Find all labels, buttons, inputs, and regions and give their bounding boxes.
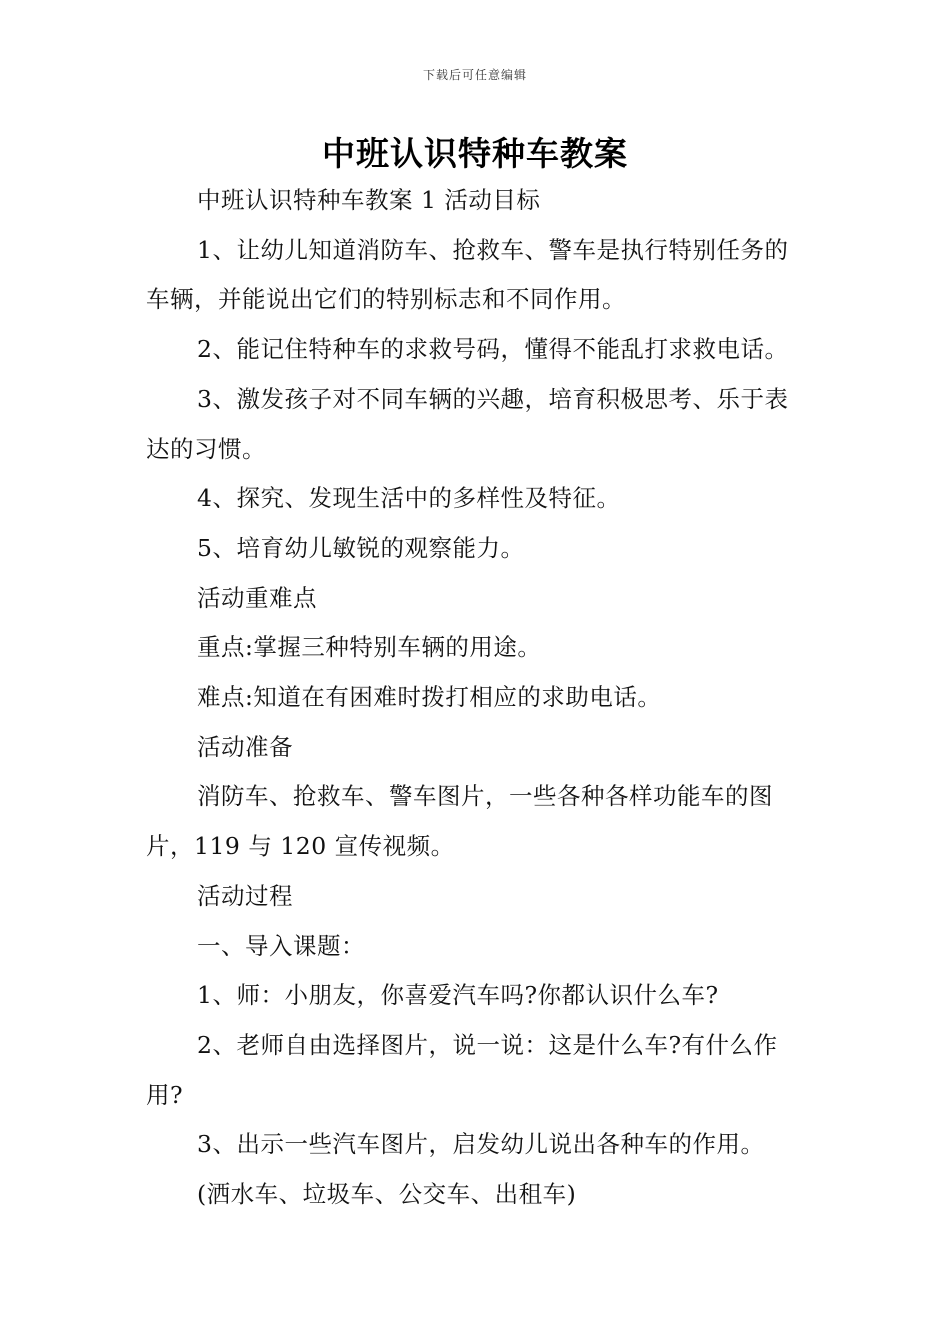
section-heading-process: 活动过程 — [197, 881, 293, 910]
paragraph-goal-3: 3、激发孩子对不同车辆的兴趣，培育积极思考、乐于表达的习惯。 — [146, 384, 789, 463]
paragraph-step-heading: 一、导入课题： — [197, 931, 365, 960]
paragraph-goal-4: 4、探究、发现生活中的多样性及特征。 — [197, 484, 621, 513]
paragraph-preparation: 消防车、抢救车、警车图片，一些各种各样功能车的图片，119 与 120 宣传视频。 — [146, 782, 773, 861]
paragraph-step-1: 1、师：小朋友，你喜爱汽车吗?你都认识什么车? — [197, 981, 719, 1010]
document-body — [146, 176, 810, 1220]
paragraph-goal-1: 1、让幼儿知道消防车、抢救车、警车是执行特别任务的车辆，并能说出它们的特别标志和不同作用。 — [146, 235, 789, 314]
section-heading-preparation: 活动准备 — [197, 732, 293, 761]
header-note: 下载后可任意编辑 — [422, 68, 527, 82]
paragraph-difficult-point: 难点:知道在有困难时拨打相应的求助电话。 — [197, 683, 662, 712]
paragraph-step-3: 3、出示一些汽车图片，启发幼儿说出各种车的作用。 — [197, 1130, 765, 1159]
paragraph-intro: 中班认识特种车教案 1 活动目标 — [197, 186, 541, 214]
section-heading-key-points: 活动重难点 — [197, 583, 317, 612]
paragraph-goal-5: 5、培育幼儿敏锐的观察能力。 — [197, 533, 525, 562]
paragraph-key-point: 重点:掌握三种特别车辆的用途。 — [197, 633, 542, 662]
paragraph-vehicle-list: (洒水车、垃圾车、公交车、出租车) — [197, 1180, 577, 1209]
paragraph-goal-2: 2、能记住特种车的求救号码，懂得不能乱打求救电话。 — [197, 335, 789, 364]
paragraph-step-2: 2、老师自由选择图片，说一说：这是什么车?有什么作用? — [146, 1030, 778, 1109]
page-title: 中班认识特种车教案 — [322, 134, 628, 173]
